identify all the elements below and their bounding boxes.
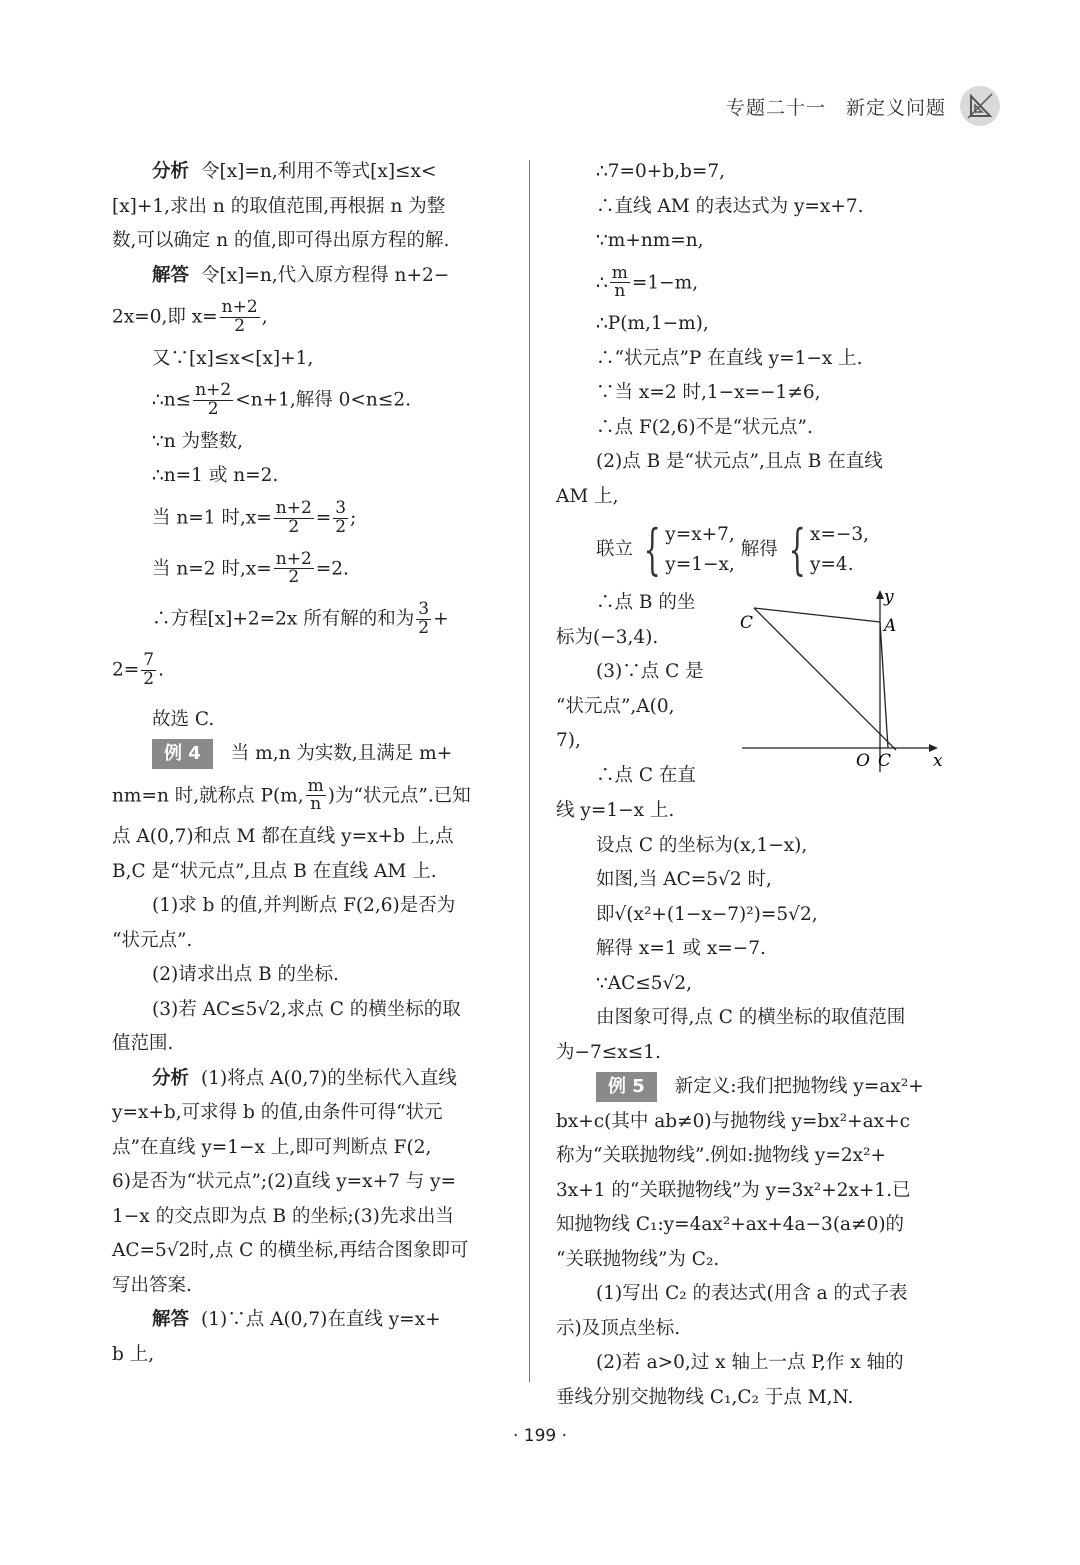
analysis-2-line: 6)是否为“状元点”;(2)直线 y=x+7 与 y= [112, 1171, 457, 1193]
header-title: 专题二十一 新定义问题 [725, 96, 946, 119]
solution-2-line: ∴7=0+b,b=7, [596, 161, 726, 182]
solution-2-line: ∵m+nm=n, [596, 230, 704, 251]
column-divider [529, 160, 530, 1382]
analysis-1-line: 分析 令[x]=n,利用不等式[x]≤x< [152, 161, 437, 182]
point-a-label: A [884, 616, 897, 637]
fraction: $\frac{n+2}{2}$ [221, 297, 258, 336]
line-y-1-minus-x [754, 608, 896, 750]
equation-system-line: 联立 { y=x+7, y=1−x, 解得 { x=−3, y=4. [596, 518, 870, 582]
equation-system: { y=x+7, y=1−x, [643, 518, 735, 582]
solution-1-line: ∴方程[x]+2=2x 所有解的和为 $\frac{3}{2}$ + [152, 599, 449, 639]
analysis-label: 分析 [152, 161, 190, 182]
example-4-line: 例 4 当 m,n 为实数,且满足 m+ [112, 737, 502, 772]
example-5-line: 3x+1 的“关联抛物线”为 y=3x²+2x+1.已 [556, 1179, 911, 1201]
example-4-line: “状元点”. [112, 929, 193, 951]
solution-2-line: 解答 (1)∵点 A(0,7)在直线 y=x+ [152, 1309, 441, 1331]
coordinate-figure [740, 586, 946, 776]
segment-c-a [754, 608, 880, 622]
example-5-badge: 例 5 [596, 1072, 657, 1102]
analysis-1-line: 数,可以确定 n 的值,即可得出原方程的解. [112, 230, 450, 251]
example-5-line: 示)及顶点坐标. [556, 1317, 681, 1339]
example-4-line: 点 A(0,7)和点 M 都在直线 y=x+b 上,点 [112, 826, 454, 848]
analysis-2-line: 点”在直线 y=1−x 上,即可判断点 F(2, [112, 1136, 432, 1158]
solution-1-line: 故选 C. [152, 708, 215, 730]
example-4-badge: 例 4 [152, 739, 213, 769]
solution-2-line: 即√(x²+(1−x−7)²)=5√2, [596, 903, 818, 925]
analysis-2-line: 分析 (1)将点 A(0,7)的坐标代入直线 [152, 1067, 457, 1089]
figure-side-text: ∴点 B 的坐 标为(−3,4). (3)∵点 C 是 “状元点”,A(0, 7), ∴点 C 在直 [556, 592, 704, 786]
solution-label: 解答 [152, 264, 190, 286]
y-axis-arrow [876, 590, 884, 599]
fraction: $\frac{3}{2}$ [335, 497, 347, 537]
solution-label: 解答 [152, 1309, 190, 1331]
solution-1-line: ∵n 为整数, [152, 430, 243, 452]
solution-1-line: 解答 令[x]=n,代入原方程得 n+2− [152, 264, 450, 286]
solution-1-line: 又∵[x]≤x<[x]+1, [152, 347, 314, 369]
analysis-2-line: y=x+b,可求得 b 的值,由条件可得“状元 [112, 1102, 443, 1124]
point-c-left-label: C [740, 613, 754, 634]
fraction: $\frac{7}{2}$ [143, 649, 155, 689]
example-4-line: B,C 是“状元点”,且点 B 在直线 AM 上. [112, 860, 437, 882]
solution-2-line: ∴直线 AM 的表达式为 y=x+7. [596, 195, 864, 217]
page-header [726, 88, 1000, 124]
origin-label: O [856, 751, 870, 772]
solution-1-line: 2x=0,即 x= $\frac{n+2}{2}$ , [112, 297, 268, 336]
solution-2-line: 由图象可得,点 C 的横坐标的取值范围 [596, 1007, 906, 1029]
solution-2-line: ∴ $\frac{m}{n}$ =1−m, [596, 262, 699, 302]
example-5-line: (1)写出 C₂ 的表达式(用含 a 的式子表 [596, 1283, 908, 1305]
solution-2-line: 设点 C 的坐标为(x,1−x), [596, 834, 808, 856]
solution-system: { x=−3, y=4. [788, 518, 870, 582]
solution-2-line: ∴“状元点”P 在直线 y=1−x 上. [596, 347, 863, 369]
solution-2-line: 解得 x=1 或 x=−7. [596, 938, 766, 960]
solution-2-line: 如图,当 AC=5√2 时, [596, 869, 772, 891]
solution-2-line: ∵当 x=2 时,1−x=−1≠6, [596, 382, 821, 404]
solution-2-line: b 上, [112, 1343, 155, 1365]
y-axis-label: y [884, 587, 894, 608]
example-4-line: (1)求 b 的值,并判断点 F(2,6)是否为 [152, 895, 456, 917]
solution-1-line: ∴n=1 或 n=2. [152, 465, 279, 487]
example-5-line: “关联抛物线”为 C₂. [556, 1248, 720, 1270]
example-5-line: 例 5 新定义:我们把抛物线 y=ax²+ [556, 1070, 946, 1105]
example-4-line: (2)请求出点 B 的坐标. [152, 964, 339, 986]
example-4-line: 值范围. [112, 1033, 174, 1055]
set-square-icon [960, 86, 1000, 126]
solution-2-line: ∴P(m,1−m), [596, 313, 709, 335]
fraction: $\frac{n+2}{2}$ [195, 380, 232, 420]
analysis-1-line: [x]+1,求出 n 的取值范围,再根据 n 为整 [112, 195, 446, 217]
solution-2-line: ∵AC≤5√2, [596, 972, 692, 994]
solution-2-line: ∴点 F(2,6)不是“状元点”. [596, 416, 813, 438]
fraction: $\frac{3}{2}$ [418, 599, 430, 639]
solution-2-line: (2)点 B 是“状元点”,且点 B 在直线 [596, 451, 883, 473]
fraction: $\frac{n+2}{2}$ [275, 548, 312, 588]
page-number: · 199 · [512, 1426, 568, 1446]
example-5-line: 知抛物线 C₁:y=4ax²+ax+4a−3(a≠0)的 [556, 1214, 905, 1236]
segment-a-c [880, 622, 888, 748]
x-axis-label: x [933, 751, 943, 772]
example-5-line: (2)若 a>0,过 x 轴上一点 P,作 x 轴的 [596, 1352, 904, 1374]
analysis-2-line: 1−x 的交点即为点 B 的坐标;(3)先求出当 [112, 1205, 454, 1227]
point-c-right-label: C [878, 751, 892, 772]
solution-1-line: 当 n=2 时,x= $\frac{n+2}{2}$ =2. [152, 548, 349, 588]
analysis-2-line: AC=5√2时,点 C 的横坐标,再结合图象即可 [112, 1240, 469, 1262]
fraction: $\frac{m}{n}$ [307, 775, 324, 815]
solution-1-line: 2= $\frac{7}{2}$ . [112, 649, 164, 689]
fraction: $\frac{n+2}{2}$ [275, 497, 312, 537]
fraction: $\frac{m}{n}$ [611, 262, 628, 302]
solution-2-line: 为−7≤x≤1. [556, 1041, 661, 1063]
example-4-line: nm=n 时,就称点 P(m, $\frac{m}{n}$ )为“状元点”.已知 [112, 775, 471, 815]
solution-1-line: 当 n=1 时,x= $\frac{n+2}{2}$ = $\frac{3}{2}$ ; [152, 497, 357, 537]
solution-2-line: AM 上, [556, 485, 619, 507]
figure-row [556, 586, 946, 794]
example-5-line: bx+c(其中 ab≠0)与抛物线 y=bx²+ax+c [556, 1110, 910, 1132]
right-column [556, 155, 946, 1415]
analysis-label: 分析 [152, 1067, 190, 1089]
example-5-line: 称为“关联抛物线”.例如:抛物线 y=2x²+ [556, 1145, 886, 1167]
example-5-line: 垂线分别交抛物线 C₁,C₂ 于点 M,N. [556, 1386, 854, 1408]
solution-1-line: ∴n≤ $\frac{n+2}{2}$ <n+1,解得 0<n≤2. [152, 380, 411, 420]
solution-2-line: 线 y=1−x 上. [556, 800, 675, 822]
left-column [112, 155, 502, 1372]
analysis-2-line: 写出答案. [112, 1274, 192, 1296]
example-4-line: (3)若 AC≤5√2,求点 C 的横坐标的取 [152, 998, 461, 1020]
